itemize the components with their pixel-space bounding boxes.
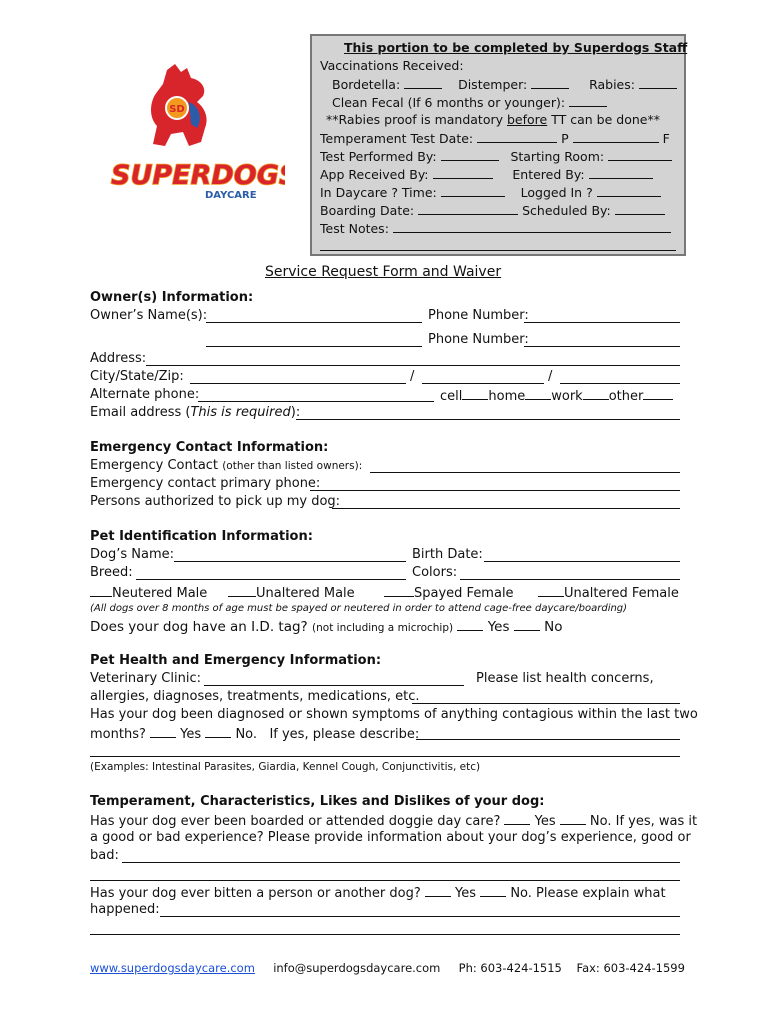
phone-field-2[interactable] [524, 346, 680, 347]
vet-field[interactable] [204, 685, 464, 686]
scheduled-by-field[interactable] [615, 202, 665, 215]
contagious-no: No. [235, 727, 258, 742]
staff-section [310, 34, 686, 256]
boarded-yes-field[interactable] [504, 812, 530, 825]
emergency-heading: Emergency Contact Information: [90, 440, 329, 455]
allergies-field[interactable] [412, 703, 680, 704]
authorized-field[interactable] [332, 508, 680, 509]
logged-in-label: Logged In ? [520, 185, 593, 200]
staff-title: This portion to be completed by Superdogs Staff [344, 40, 688, 55]
in-daycare-field[interactable] [441, 184, 505, 197]
fecal-row [332, 94, 607, 110]
rabies-note [326, 112, 660, 127]
id-tag-row [90, 618, 562, 635]
brand-wordmark: SUPERDOGS [111, 160, 285, 191]
tt-pass-field[interactable] [573, 130, 659, 143]
footer [90, 961, 685, 975]
alt-phone-field[interactable] [198, 401, 434, 402]
email-label [90, 405, 300, 420]
unaltered-male-label: Unaltered Male [256, 586, 355, 601]
unaltered-female-label: Unaltered Female [564, 586, 679, 601]
phone-type-row [440, 387, 673, 404]
boarded-no: No. If yes, was it [589, 814, 698, 829]
scheduled-by-label: Scheduled By: [522, 203, 611, 218]
daycare-row [320, 184, 661, 200]
vaccine-row [332, 76, 677, 92]
id-tag-no-field[interactable] [514, 618, 540, 631]
test-by-label: Test Performed By: [320, 149, 437, 164]
cell-option[interactable]: cell [440, 389, 463, 404]
id-tag-yes-field[interactable] [457, 618, 483, 631]
alt-phone-label: Alternate phone: [90, 387, 200, 402]
phone-label-2: Phone Number: [428, 332, 529, 347]
superdogs-logo [105, 62, 285, 202]
unaltered-f-row [538, 584, 679, 601]
experience-label: a good or bad experience? Please provide information about your dog’s experience, good or [90, 830, 691, 845]
rabies-note-a: **Rabies proof is mandatory [326, 112, 507, 127]
contagious-answer-row [90, 725, 419, 742]
unaltered-male-check[interactable] [228, 584, 256, 597]
health-heading: Pet Health and Emergency Information: [90, 653, 382, 668]
test-by-field[interactable] [441, 148, 499, 161]
address-label: Address: [90, 351, 147, 366]
neutered-check[interactable] [90, 584, 112, 597]
describe-field-2[interactable] [90, 756, 680, 757]
test-notes-field[interactable] [393, 220, 671, 233]
birth-date-label: Birth Date: [412, 547, 483, 562]
experience-field-2[interactable] [90, 880, 680, 881]
emergency-phone-field[interactable] [310, 490, 680, 491]
emergency-contact-note: (other than listed owners): [222, 460, 363, 472]
other-option[interactable]: other [608, 389, 644, 404]
in-daycare-label: In Daycare ? Time: [320, 185, 437, 200]
contagious-no-field[interactable] [205, 725, 231, 738]
describe-field[interactable] [416, 739, 680, 740]
address-field[interactable] [146, 365, 680, 366]
rabies-note-c: TT can be done** [547, 112, 660, 127]
boarding-row [320, 202, 665, 218]
bitten-no: No. Please explain what [510, 886, 666, 901]
bordetella-label: Bordetella: [332, 77, 401, 92]
city-label: City/State/Zip: [90, 369, 184, 384]
rabies-note-b: before [507, 112, 548, 127]
boarded-yes: Yes [534, 814, 556, 829]
emergency-phone-label: Emergency contact primary phone: [90, 476, 321, 491]
city-field[interactable] [190, 383, 406, 384]
pet-id-heading: Pet Identification Information: [90, 529, 313, 544]
experience-field[interactable] [122, 862, 680, 863]
tt-fail-label: F [662, 131, 670, 146]
test-by-row [320, 148, 672, 164]
bitten-no-field[interactable] [480, 884, 506, 897]
contagious-yes: Yes [180, 727, 202, 742]
owner-name-field-2[interactable] [206, 346, 422, 347]
months-label: months? [90, 727, 146, 742]
bordetella-field[interactable] [404, 76, 442, 89]
home-field[interactable] [525, 387, 551, 400]
website-link[interactable]: www.superdogsdaycare.com [90, 961, 255, 975]
spay-note: (All dogs over 8 months of age must be spayed or neutered in order to attend cage-free daycare/boarding) [90, 603, 628, 614]
app-received-field[interactable] [433, 166, 493, 179]
rabies-field[interactable] [639, 76, 677, 89]
examples-note: (Examples: Intestinal Parasites, Giardia, Kennel Cough, Conjunctivitis, etc) [90, 761, 481, 773]
emergency-contact-field[interactable] [370, 472, 680, 473]
bitten-row [90, 884, 666, 901]
phone-label-1: Phone Number: [428, 308, 529, 323]
starting-room-label: Starting Room: [510, 149, 605, 164]
spayed-check[interactable] [384, 584, 414, 597]
tt-date-label: Temperament Test Date: [320, 131, 474, 146]
owner-names-label: Owner’s Name(s): [90, 308, 208, 323]
contagious-yes-field[interactable] [150, 725, 176, 738]
work-field[interactable] [583, 387, 609, 400]
emergency-contact-a: Emergency Contact [90, 458, 219, 473]
footer-email: info@superdogsdaycare.com [273, 961, 441, 975]
other-field[interactable] [643, 387, 673, 400]
happened-label: happened: [90, 902, 160, 917]
work-option[interactable]: work [551, 389, 583, 404]
state-field[interactable] [422, 383, 544, 384]
vet-label: Veterinary Clinic: [90, 671, 201, 686]
boarded-row [90, 812, 697, 829]
distemper-label: Distemper: [458, 77, 528, 92]
city-sep-2: / [548, 369, 553, 384]
colors-label: Colors: [412, 565, 458, 580]
breed-field[interactable] [136, 579, 406, 580]
test-notes-label: Test Notes: [320, 221, 389, 236]
id-tag-note: (not including a microchip) [312, 622, 454, 634]
describe-label: If yes, please describe: [269, 727, 420, 742]
dog-logo-icon [105, 62, 285, 202]
email-label-b: ): [290, 405, 301, 420]
email-label-a: Email address ( [90, 405, 191, 420]
clean-fecal-field[interactable] [569, 94, 607, 107]
email-required: This is required [190, 405, 291, 420]
unaltered-m-row [228, 584, 355, 601]
email-field[interactable] [296, 419, 680, 420]
authorized-label: Persons authorized to pick up my dog: [90, 494, 341, 509]
entered-by-field[interactable] [589, 166, 653, 179]
cell-field[interactable] [462, 387, 488, 400]
tt-date-field[interactable] [477, 130, 557, 143]
city-sep-1: / [410, 369, 415, 384]
clean-fecal-label: Clean Fecal (If 6 months or younger): [332, 95, 566, 110]
brand-sub: DAYCARE [205, 190, 257, 201]
form-title: Service Request Form and Waiver [265, 264, 502, 280]
bad-label: bad: [90, 848, 119, 863]
tt-date-row [320, 130, 670, 146]
distemper-field[interactable] [531, 76, 569, 89]
logged-in-field[interactable] [597, 184, 661, 197]
tt-pass-label: P [561, 131, 569, 146]
boarded-no-field[interactable] [560, 812, 586, 825]
happened-field-2[interactable] [90, 934, 680, 935]
bitten-question: Has your dog ever bitten a person or another dog? [90, 886, 421, 901]
dog-name-label: Dog’s Name: [90, 547, 174, 562]
zip-field[interactable] [560, 383, 680, 384]
bitten-yes: Yes [455, 886, 477, 901]
footer-phone: Ph: 603-424-1515 [458, 961, 562, 975]
sex-row [90, 584, 207, 601]
birth-date-field[interactable] [484, 561, 680, 562]
owner-heading: Owner(s) Information: [90, 290, 254, 305]
unaltered-female-check[interactable] [538, 584, 564, 597]
test-notes-row [320, 220, 671, 236]
spayed-label: Spayed Female [414, 586, 514, 601]
home-option[interactable]: home [488, 389, 526, 404]
bitten-yes-field[interactable] [425, 884, 451, 897]
boarding-date-label: Boarding Date: [320, 203, 415, 218]
vaccinations-label: Vaccinations Received: [320, 58, 464, 73]
entered-by-label: Entered By: [512, 167, 585, 182]
allergies-label: allergies, diagnoses, treatments, medications, etc. [90, 689, 420, 704]
emergency-contact-label [90, 458, 362, 473]
id-tag-label: Does your dog have an I.D. tag? [90, 619, 308, 635]
temperament-heading: Temperament, Characteristics, Likes and Dislikes of your dog: [90, 794, 545, 809]
contagious-label: Has your dog been diagnosed or shown symptoms of anything contagious within the last two [90, 707, 698, 722]
neutered-label: Neutered Male [112, 586, 208, 601]
app-received-label: App Received By: [320, 167, 429, 182]
dog-name-field[interactable] [174, 561, 406, 562]
breed-label: Breed: [90, 565, 133, 580]
phone-field-1[interactable] [524, 322, 680, 323]
rabies-label: Rabies: [589, 77, 635, 92]
footer-fax: Fax: 603-424-1599 [576, 961, 685, 975]
id-tag-no: No [544, 619, 563, 635]
starting-room-field[interactable] [608, 148, 672, 161]
test-notes-field-2[interactable] [320, 250, 676, 251]
colors-field[interactable] [460, 579, 680, 580]
happened-field[interactable] [160, 916, 680, 917]
id-tag-yes: Yes [487, 619, 510, 635]
app-received-row [320, 166, 653, 182]
concerns-label: Please list health concerns, [476, 671, 654, 686]
owner-name-field-1[interactable] [206, 322, 422, 323]
boarded-question: Has your dog ever been boarded or attended doggie day care? [90, 814, 501, 829]
badge-text: SD [169, 104, 185, 115]
boarding-date-field[interactable] [418, 202, 518, 215]
spayed-row [384, 584, 514, 601]
